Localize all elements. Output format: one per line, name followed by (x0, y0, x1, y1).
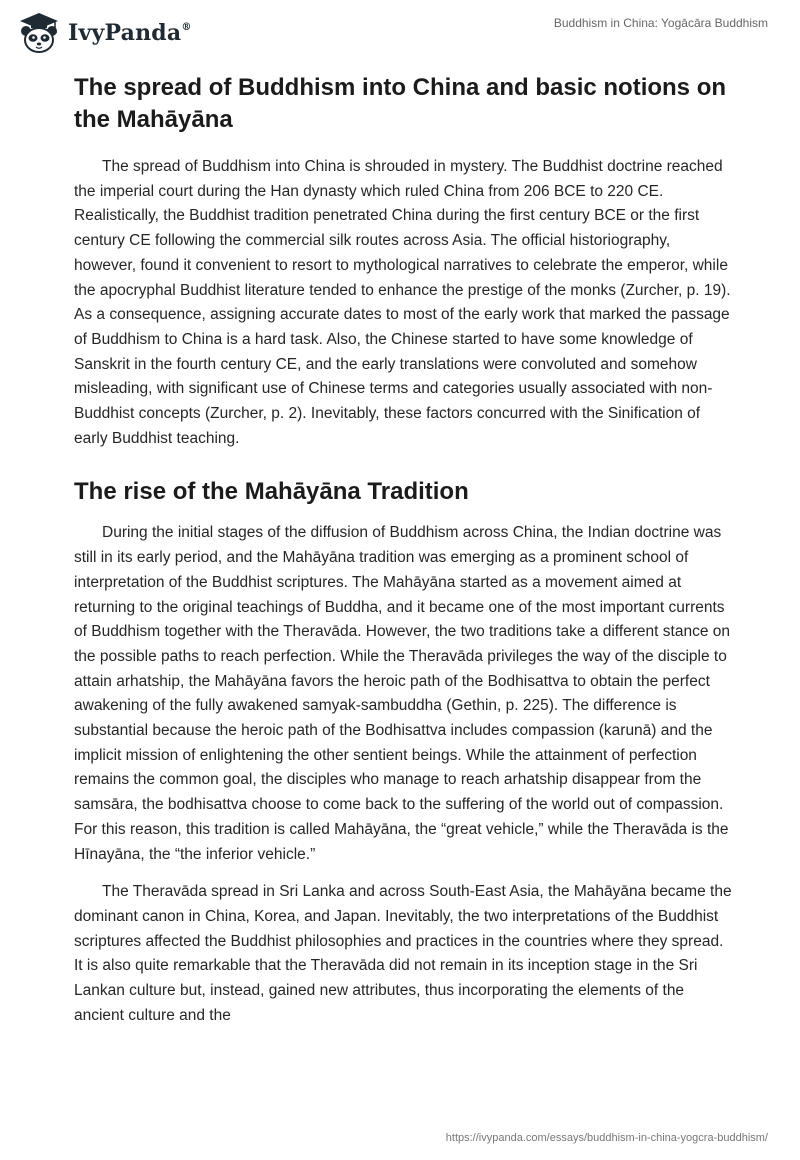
section-heading-mahayana: The rise of the Mahāyāna Tradition (74, 478, 469, 506)
paragraph-spread: The spread of Buddhism into China is shrouded in mystery. The Buddhist doctrine reached the imperial court during the Han dynasty which ruled China from 206 BCE to 220 CE. Realistically, the Buddhist tradition penetrated China during the first century BCE or the first century CE following the commercial silk routes across Asia. The official historiography, however, found it convenient to resort to mythological narratives to celebrate the emperor, while the apocryphal Buddhist literature tended to enhance the prestige of the monks (Zurcher, p. 19). As a consequence, assigning accurate dates to most of the early work that marked the passage of Buddhism to China is a hard task. Also, the Chinese started to have some knowledge of Sanskrit in the fourth century CE, and the early translations were convoluted and somehow misleading, with significant use of Chinese terms and categories usually associated with non-Buddhist concepts (Zurcher, p. 2). Inevitably, these factors concurred with the Sinification of early Buddhist teaching. (74, 158, 731, 447)
article-body (74, 72, 734, 1042)
logo-wordmark: IvyPanda® (68, 20, 192, 46)
document-title: Buddhism in China: Yogācāra Buddhism (553, 16, 768, 30)
section-heading-spread: The spread of Buddhism into China and basic notions on the Mahāyāna (74, 74, 727, 133)
page-header (0, 0, 800, 66)
source-url[interactable]: https://ivypanda.com/essays/buddhism-in-china-yogcra-buddhism/ (445, 1132, 768, 1144)
paragraph-theravada-spread: The Theravāda spread in Sri Lanka and across South-East Asia, the Mahāyāna became the dominant canon in China, Korea, and Japan. Inevitably, the two interpretations of the Buddhist scriptures affected the Buddhist philosophies and practices in the countries where they spread. It is also quite remarkable that the Theravāda did not remain in its inception stage in the Sri Lankan culture but, instead, gained new attributes, thus incorporating the elements of the ancient culture and the (74, 883, 732, 1024)
paragraph-mahayana-rise: During the initial stages of the diffusion of Buddhism across China, the Indian doctrine was still in its early period, and the Mahāyāna tradition was emerging as a prominent school of interpretation of the Buddhist scriptures. The Mahāyāna started as a movement aimed at returning to the original teachings of Buddha, and it became one of the most important currents of Buddhism together with the Theravāda. However, the two traditions take a different stance on the possible paths to reach perfection. While the Theravāda privileges the way of the disciple to attain arhatship, the Mahāyāna favors the heroic path of the Bodhisattva to obtain the perfect awakening of the fully awakened samyak-sambuddha (Gethin, p. 225). The difference is substantial because the heroic path of the Bodhisattva includes compassion (karunā) and the implicit mission of enlightening the other sentient beings. While the attainment of perfection remains the common goal, the disciples who manage to reach arhatship disappear from the samsāra, the bodhisattva choose to come back to the suffering of the world out of compassion. For this reason, this tradition is called Mahāyāna, the “great vehicle,” while the Theravāda is the Hīnayāna, the “the inferior vehicle.” (74, 524, 730, 863)
ivypanda-logo[interactable] (16, 10, 192, 56)
panda-graduate-icon (16, 10, 62, 56)
